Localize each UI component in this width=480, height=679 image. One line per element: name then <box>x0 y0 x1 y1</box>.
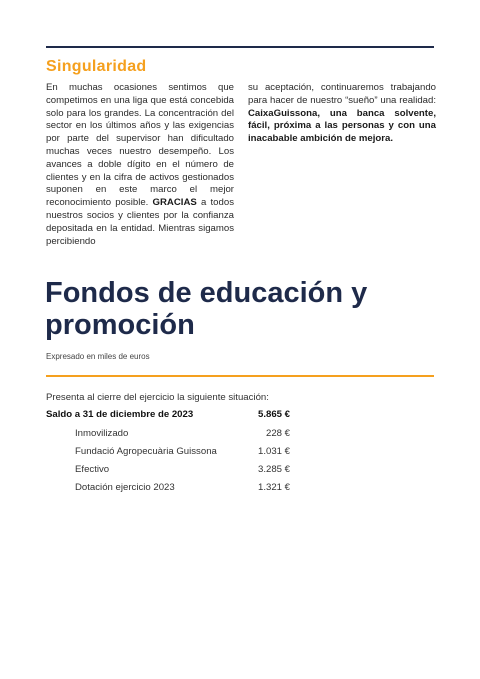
left-column-text <box>46 82 234 248</box>
row-label: Fundació Agropecuària Guissona <box>75 446 217 457</box>
row-label: Efectivo <box>75 464 110 475</box>
total-row <box>46 409 290 420</box>
row-amount: 3.285 € <box>257 464 290 475</box>
motto-highlight: CaixaGuissona, una banca solvente, fácil, próxima a las personas y con una inacabable ambición de mejora. <box>248 107 436 145</box>
total-amount: 5.865 € <box>257 409 290 420</box>
breakdown-row <box>75 428 290 439</box>
breakdown-row <box>75 464 290 475</box>
breakdown-row <box>75 446 290 457</box>
row-amount: 228 € <box>265 428 290 439</box>
total-label: Saldo a 31 de diciembre de 2023 <box>46 409 194 420</box>
row-label: Dotación ejercicio 2023 <box>75 482 175 493</box>
row-amount: 1.031 € <box>257 446 290 457</box>
row-label: Inmovilizado <box>75 428 129 439</box>
breakdown-row <box>75 482 290 493</box>
page-title: Fondos de educación y promoción <box>45 277 368 341</box>
thanks-highlight: GRACIAS <box>152 197 197 209</box>
row-amount: 1.321 € <box>257 482 290 493</box>
top-divider <box>46 46 434 48</box>
section-title: Singularidad <box>46 58 147 75</box>
left-paragraph-tail: a todos nuestros socios y clientes por la confianza depositada en la entidad. Mientras sigamos percibiendo <box>46 197 234 247</box>
orange-divider <box>46 375 434 377</box>
left-paragraph: En muchas ocasiones sentimos que competimos en una liga que está concebida solo para los grandes. La concentración del sector en los últimos años y las exigencias por parte del supervisor han dificultado muchas veces nuestro desempeño. Los avances a doble dígito en el número de clientes y en la cifra de activos gestionados suponen en este marco el mejor reconocimiento posible. <box>46 82 234 209</box>
units-subtitle: Expresado en miles de euros <box>46 352 150 361</box>
table-intro: Presenta al cierre del ejercicio la siguiente situación: <box>46 392 269 403</box>
right-paragraph: su aceptación, continuaremos trabajando para hacer de nuestro “sueño” una realidad: <box>248 82 436 106</box>
right-column-text <box>248 82 436 146</box>
